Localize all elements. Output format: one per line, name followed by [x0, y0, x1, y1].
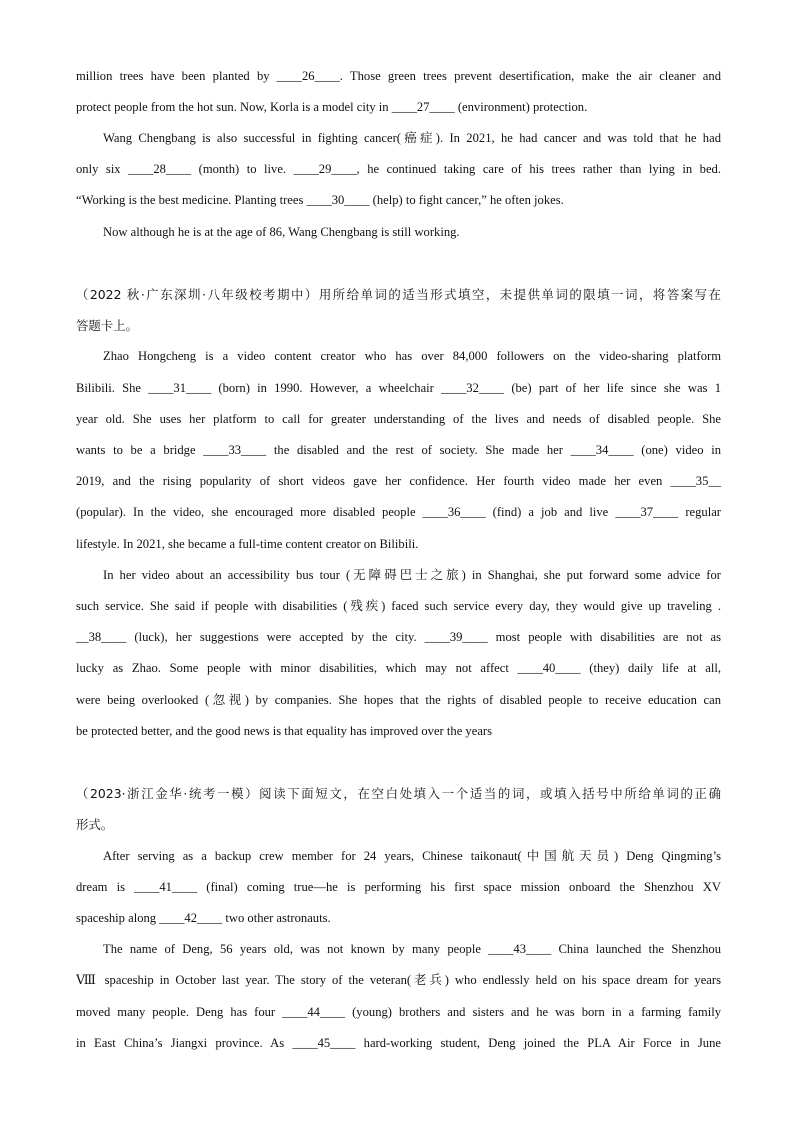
passage-line: Bilibili. She ____31____ (born) in 1990. However, a wheelchair ____32____ (be) part of her life since she was 1 [76, 381, 721, 395]
passage-line: lifestyle. In 2021, she became a full-time content creator on Bilibili. [76, 537, 419, 551]
passage-line: be protected better, and the good news is that equality has improved over the years [76, 724, 493, 738]
passage-line: “Working is the best medicine. Planting trees ____30____ (help) to fight cancer,” he often jokes. [76, 193, 564, 207]
passage-line: dream is ____41____ (final) coming true—he is performing his first space mission onboard the Shenzhou XV [76, 880, 721, 894]
section-heading-line: （2022 秋·广东深圳·八年级校考期中）用所给单词的适当形式填空，未提供单词的限填一词，将答案写在 [76, 287, 721, 302]
passage-line: Wang Chengbang is also successful in fighting cancer(癌症). In 2021, he had cancer and was told that he had [103, 131, 721, 145]
passage-line: were being overlooked (忽视) by companies. She hopes that the rights of disabled people to receive education can [76, 693, 721, 707]
passage-line: After serving as a backup crew member for 24 years, Chinese taikonaut(中国航天员) Deng Qingming’s [103, 849, 721, 863]
passage-line: spaceship along ____42____ two other astronauts. [76, 911, 331, 925]
passage-line: million trees have been planted by ____26____. Those green trees prevent desertification, make the air cleaner and [76, 69, 721, 83]
passage-line: Zhao Hongcheng is a video content creator who has over 84,000 followers on the video-sharing platform [103, 349, 721, 363]
section-heading-line: 形式。 [76, 817, 114, 832]
passage-line: Ⅷ spaceship in October last year. The story of the veteran(老兵) who endlessly held on his space dream for years [76, 973, 721, 987]
passage-line: moved many people. Deng has four ____44____ (young) brothers and sisters and he was born in a farming family [76, 1005, 721, 1019]
passage-line: lucky as Zhao. Some people with minor disabilities, which may not affect ____40____ (they) daily life at all, [76, 661, 721, 675]
passage-line: such service. She said if people with disabilities (残疾) faced such service every day, they would give up traveling . [76, 599, 721, 613]
passage-line: only six ____28____ (month) to live. ____29____, he continued taking care of his trees rather than lying in bed. [76, 162, 721, 176]
passage-line: in East China’s Jiangxi province. As ____45____ hard-working student, Deng joined the PLA Air Force in June [76, 1036, 721, 1050]
passage-line: The name of Deng, 56 years old, was not known by many people ____43____ China launched the Shenzhou [103, 942, 721, 956]
passage-line: 2019, and the rising popularity of short videos gave her confidence. Her fourth video made her even ____35__ [76, 474, 721, 488]
passage-line: Now although he is at the age of 86, Wang Chengbang is still working. [103, 225, 460, 239]
passage-line: protect people from the hot sun. Now, Korla is a model city in ____27____ (environment) protection. [76, 100, 588, 114]
passage-line: __38____ (luck), her suggestions were accepted by the city. ____39____ most people with disabilities are not as [76, 630, 721, 644]
passage-line: In her video about an accessibility bus tour (无障碍巴士之旅) in Shanghai, she put forward some advice for [103, 568, 721, 582]
section-heading-line: （2023·浙江金华·统考一模）阅读下面短文，在空白处填入一个适当的词，或填入括号中所给单词的正确 [76, 786, 721, 801]
passage-line: wants to be a bridge ____33____ the disabled and the rest of society. She made her ____34____ (one) video in [76, 443, 721, 457]
passage-line: year old. She uses her platform to call for greater understanding of the lives and needs of disabled people. She [76, 412, 721, 426]
passage-line: (popular). In the video, she encouraged more disabled people ____36____ (find) a job and live ____37____ regular [76, 505, 721, 519]
section-heading-line: 答题卡上。 [76, 318, 138, 333]
